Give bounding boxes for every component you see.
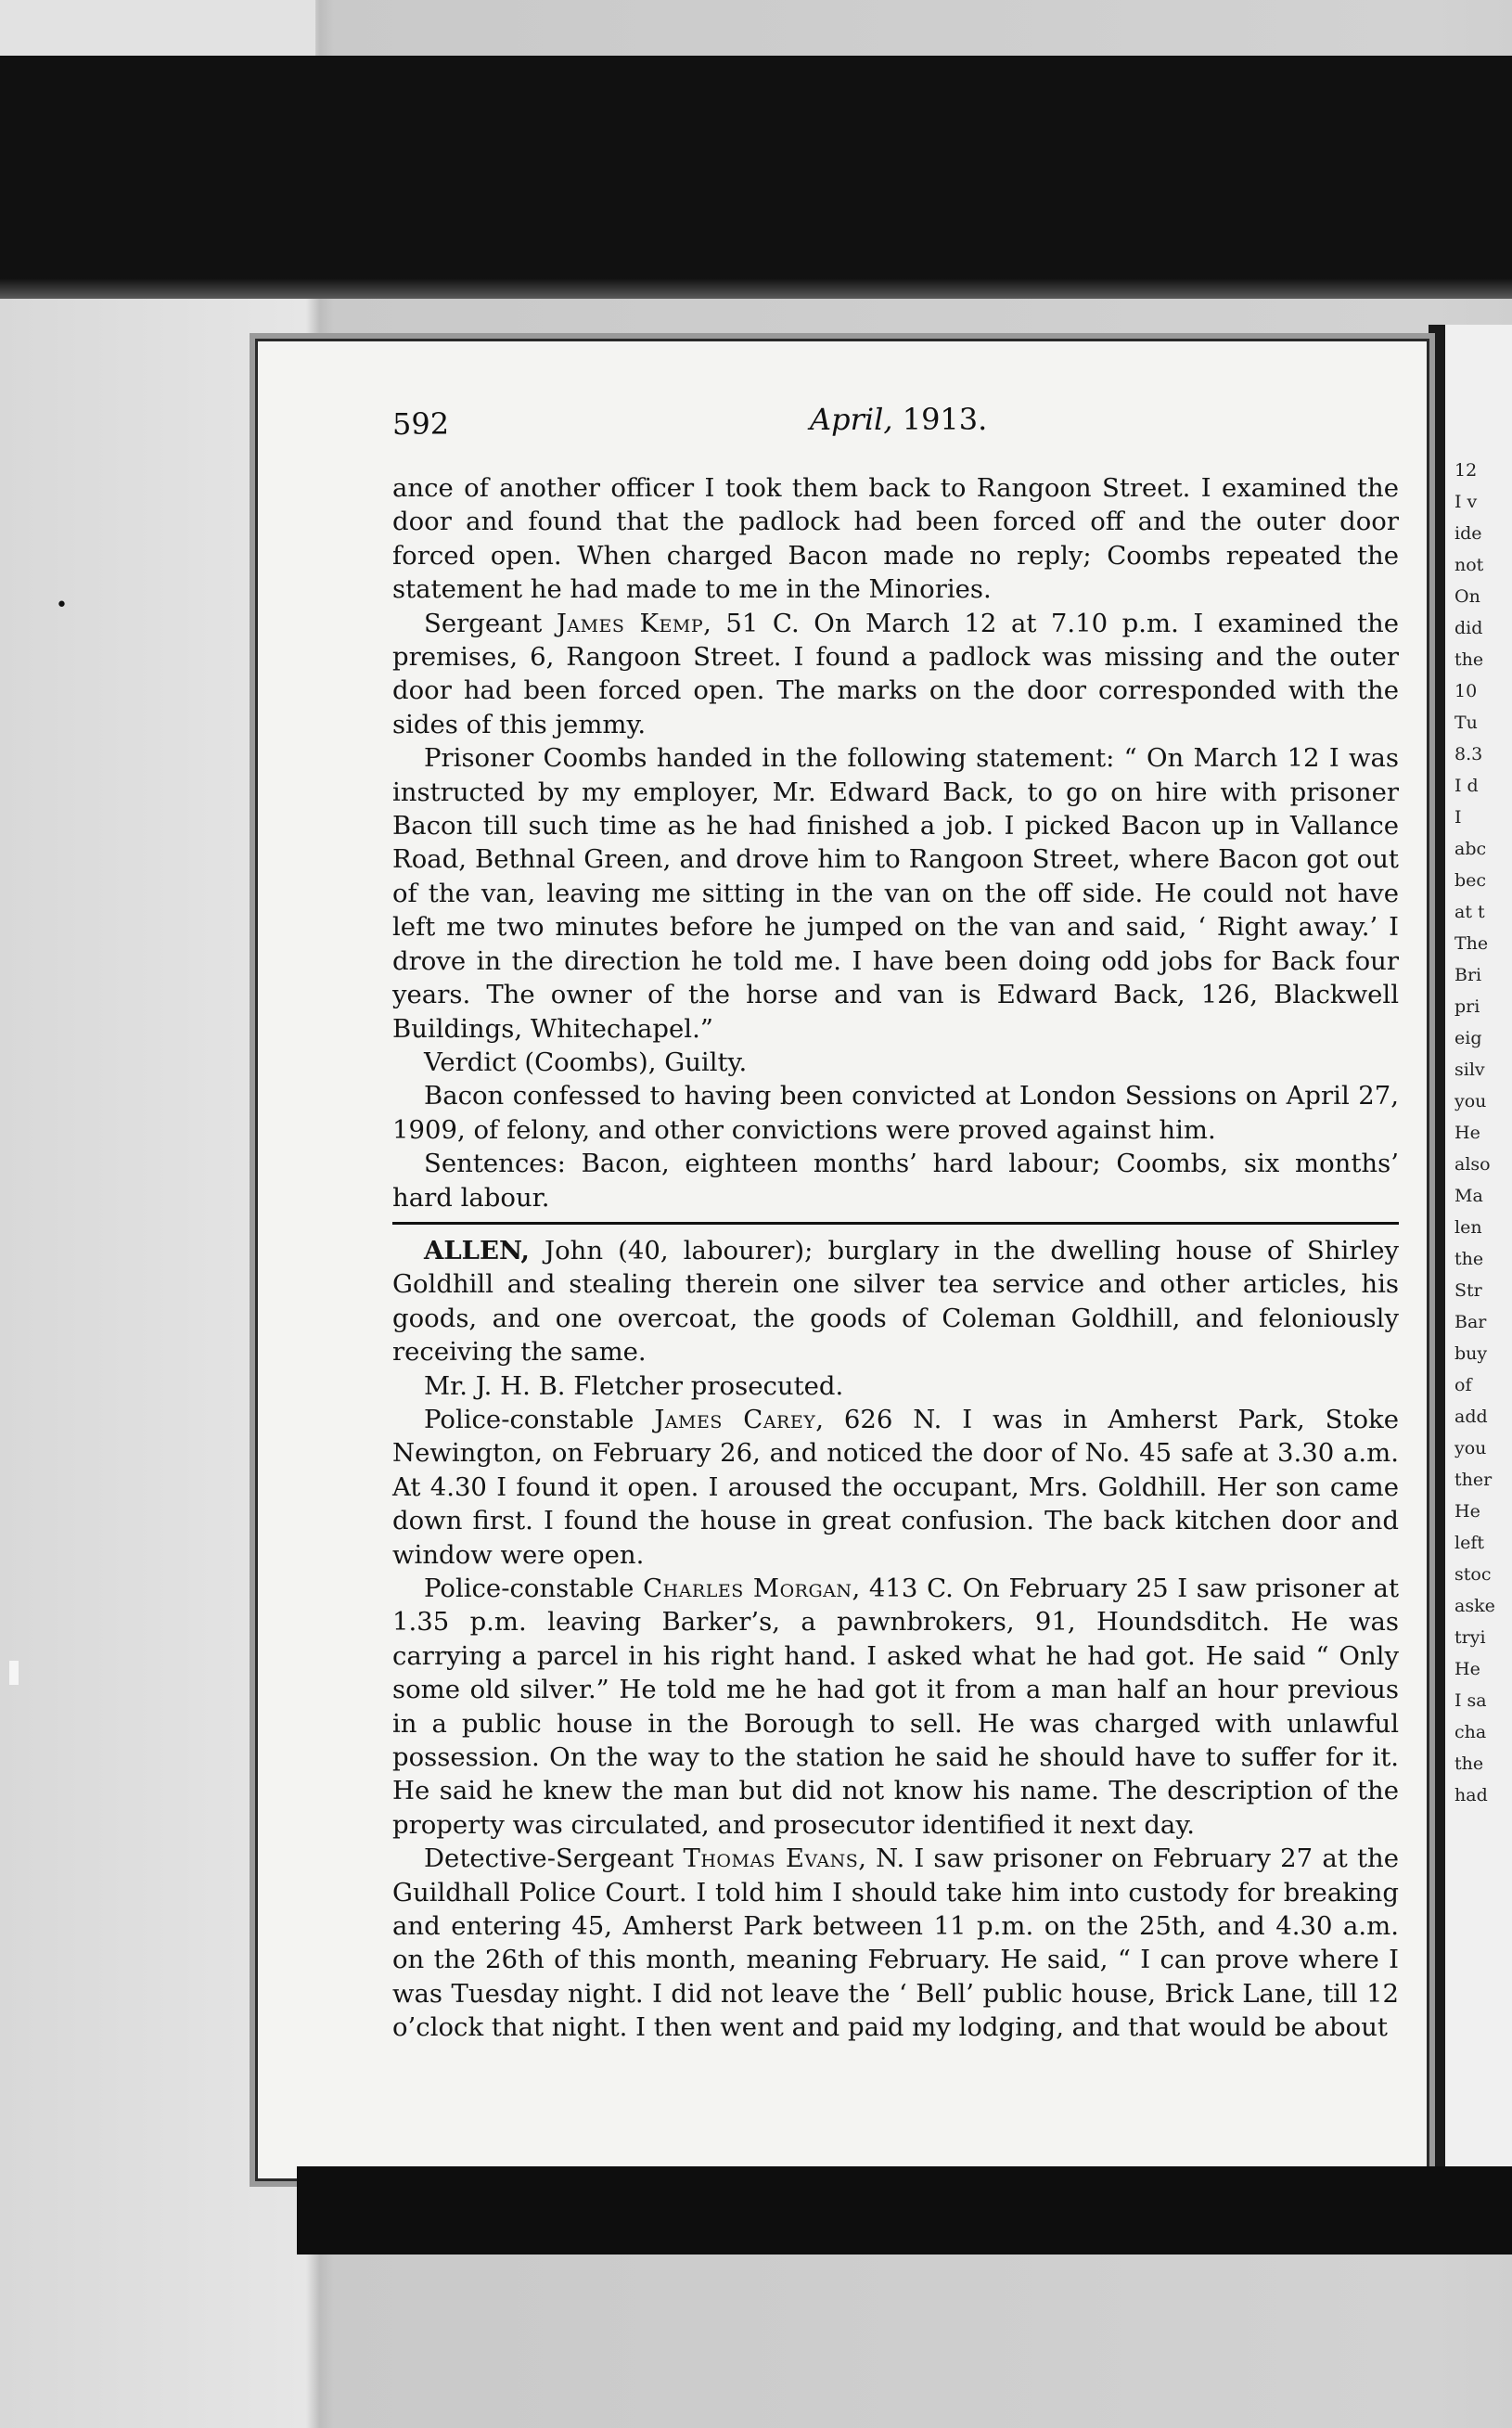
carey-testimony [392,1403,1399,1572]
morgan-prefix: Police-constable [424,1574,644,1603]
facing-page-fragment: also [1454,1154,1491,1175]
facing-page-fragment: He [1454,1501,1480,1522]
facing-page-fragment: ide [1454,523,1482,544]
facing-page-fragment: did [1454,618,1483,638]
film-edge [0,0,315,56]
facing-page-fragment: of [1454,1375,1472,1395]
facing-page-fragment: 8.3 [1454,744,1483,764]
page-number: 592 [392,406,450,442]
facing-page-fragment: Bri [1454,965,1482,985]
facing-page-fragment: I sa [1454,1690,1487,1711]
morgan-text: , 413 C. On February 25 I saw prisoner at 1.35 p.m. leaving Barker’s, a pawnbrokers, 91, Houndsditch. He was carrying a parcel in his right hand. I asked what he had got. He said “ Only some old silver.” He told me he had got it from a man half an hour previous in a public house in the Borough to sell. He was charged with unlawful possession. On the way to the station he said he should have to suffer for it. He said he knew the man but did not know his name. The description of the property was circulated, and prosecutor identified it next day. [392,1574,1399,1840]
film-dark-band-bottom [297,2166,1512,2255]
allen-indictment [392,1234,1399,1369]
bacon-confession: Bacon confessed to having been convicted at London Sessions on April 27, 1909, of felony, and other convictions were proved against him. [392,1081,1399,1145]
facing-page-fragment: Str [1454,1280,1482,1301]
facing-page-fragment: left [1454,1533,1484,1553]
film-band-shadow [0,278,1512,299]
facing-page-edge [1429,325,1512,2190]
film-dark-band-top [0,56,1512,288]
carey-prefix: Police-constable [424,1404,655,1434]
facing-page-fragment: you [1454,1438,1487,1458]
facing-page-fragment: tryi [1454,1627,1486,1648]
page-content [392,397,1399,2045]
case-divider [392,1222,1399,1225]
facing-page-fragment: the [1454,1249,1484,1269]
verdict: Verdict (Coombs), Guilty. [424,1047,748,1077]
evans-text: , N. I saw prisoner on February 27 at the Guildhall Police Court. I told him I should take him into custody for breaking and entering 45, Amherst Park between 11 p.m. on the 25th, and 4.30 a.m. on the 26th of this month, meaning February. He said, “ I can prove where I was Tuesday night. I did not leave the ‘ Bell’ public house, Brick Lane, till 12 o’clock that night. I then went and paid my lodging, and that would be about [392,1843,1399,2043]
kemp-prefix: Sergeant [424,608,557,638]
film-scratch [9,1661,19,1685]
facing-page-fragment: add [1454,1407,1488,1427]
carey-name: James Carey [654,1404,816,1434]
facing-page-fragment: Ma [1454,1186,1483,1206]
continued-paragraph: ance of another officer I took them back to Rangoon Street. I examined the door and found that the padlock had been forced off and the outer door forced open. When charged Bacon made no reply; Coombs repeated the statement he had made to me in the Minories. [392,473,1399,605]
carey-text: , 626 N. I was in Amherst Park, Stoke Newington, on February 26, and noticed the door of No. 45 safe at 3.30 a.m. At 4.30 I found it open. I aroused the occupant, Mrs. Goldhill. Her son came down first. I found the house in great confusion. The back kitchen door and window were open. [392,1404,1399,1570]
allen-name: ALLEN, [424,1235,530,1265]
kemp-name: James Kemp [556,608,704,638]
morgan-testimony [392,1572,1399,1842]
running-title-month: April, [810,402,893,437]
allen-text: John (40, labourer); burglary in the dwelling house of Shirley Goldhill and stealing therein one silver tea service and other articles, his goods, and one overcoat, the goods of Coleman Goldhill, and feloniously receiving the same. [392,1235,1399,1368]
facing-page-fragment: Bar [1454,1312,1487,1332]
margin-dot: • [56,594,68,617]
facing-page-fragment: I v [1454,492,1478,512]
facing-page-fragment: stoc [1454,1564,1492,1585]
running-title-year: 1913. [902,402,988,437]
facing-page-fragment: The [1454,933,1489,954]
facing-page-fragment: ther [1454,1470,1493,1490]
kemp-testimony [392,607,1399,742]
facing-page-fragment: 10 [1454,681,1478,701]
evans-prefix: Detective-Sergeant [424,1843,684,1874]
facing-page-fragment: On [1454,586,1480,607]
kemp-text: , 51 C. On March 12 at 7.10 p.m. I examined the premises, 6, Rangoon Street. I found a padlock was missing and the outer door had been forced open. The marks on the door corresponded with the sides of this jemmy. [392,608,1399,739]
facing-page-fragment: He [1454,1123,1480,1143]
facing-page-fragment: aske [1454,1596,1495,1616]
facing-page-fragment: you [1454,1091,1487,1111]
morgan-name: Charles Morgan [643,1574,852,1603]
book-page [255,339,1429,2181]
facing-page-fragment: I [1454,807,1462,828]
facing-page-fragment: bec [1454,870,1487,891]
facing-page-fragment: cha [1454,1722,1487,1742]
coombs-statement: Prisoner Coombs handed in the following statement: “ On March 12 I was instructed by my employer, Mr. Edward Back, to go on hire with prisoner Bacon till such time as he had finished a job. I picked Bacon up in Vallance Road, Bethnal Green, and drove him to Rangoon Street, where Bacon got out of the van, leaving me sitting in the van on the off side. He could not have left me two minutes before he jumped on the van and said, ‘ Right away.’ I drove in the direction he told me. I have been doing odd jobs for Back four years. The owner of the horse and van is Edward Back, 126, Blackwell Buildings, Whitechapel.” [392,743,1399,1044]
facing-page-fragment: had [1454,1785,1488,1805]
facing-page-fragment: silv [1454,1060,1485,1080]
facing-page-fragment: He [1454,1659,1480,1679]
facing-page-fragments [1445,325,1512,1811]
facing-page-fragment: abc [1454,839,1487,859]
prosecutor-line: Mr. J. H. B. Fletcher prosecuted. [424,1370,844,1401]
facing-page-fragment: 12 [1454,460,1478,481]
facing-page-fragment: Tu [1454,713,1478,733]
facing-page-fragment: the [1454,649,1484,670]
facing-page-fragment: pri [1454,996,1480,1017]
facing-page-fragment: the [1454,1754,1484,1774]
page-header [392,397,1399,471]
facing-page-fragment: len [1454,1217,1482,1238]
running-title [810,402,987,437]
sentences: Sentences: Bacon, eighteen months’ hard labour; Coombs, six months’ hard labour. [392,1149,1399,1213]
facing-page-fragment: buy [1454,1343,1488,1364]
facing-page-fragment: at t [1454,902,1485,922]
facing-page-fragment: eig [1454,1028,1482,1048]
facing-page-fragment: I d [1454,776,1479,796]
facing-page-fragment: not [1454,555,1484,575]
evans-name: Thomas Evans [683,1843,859,1874]
evans-testimony [392,1842,1399,2044]
